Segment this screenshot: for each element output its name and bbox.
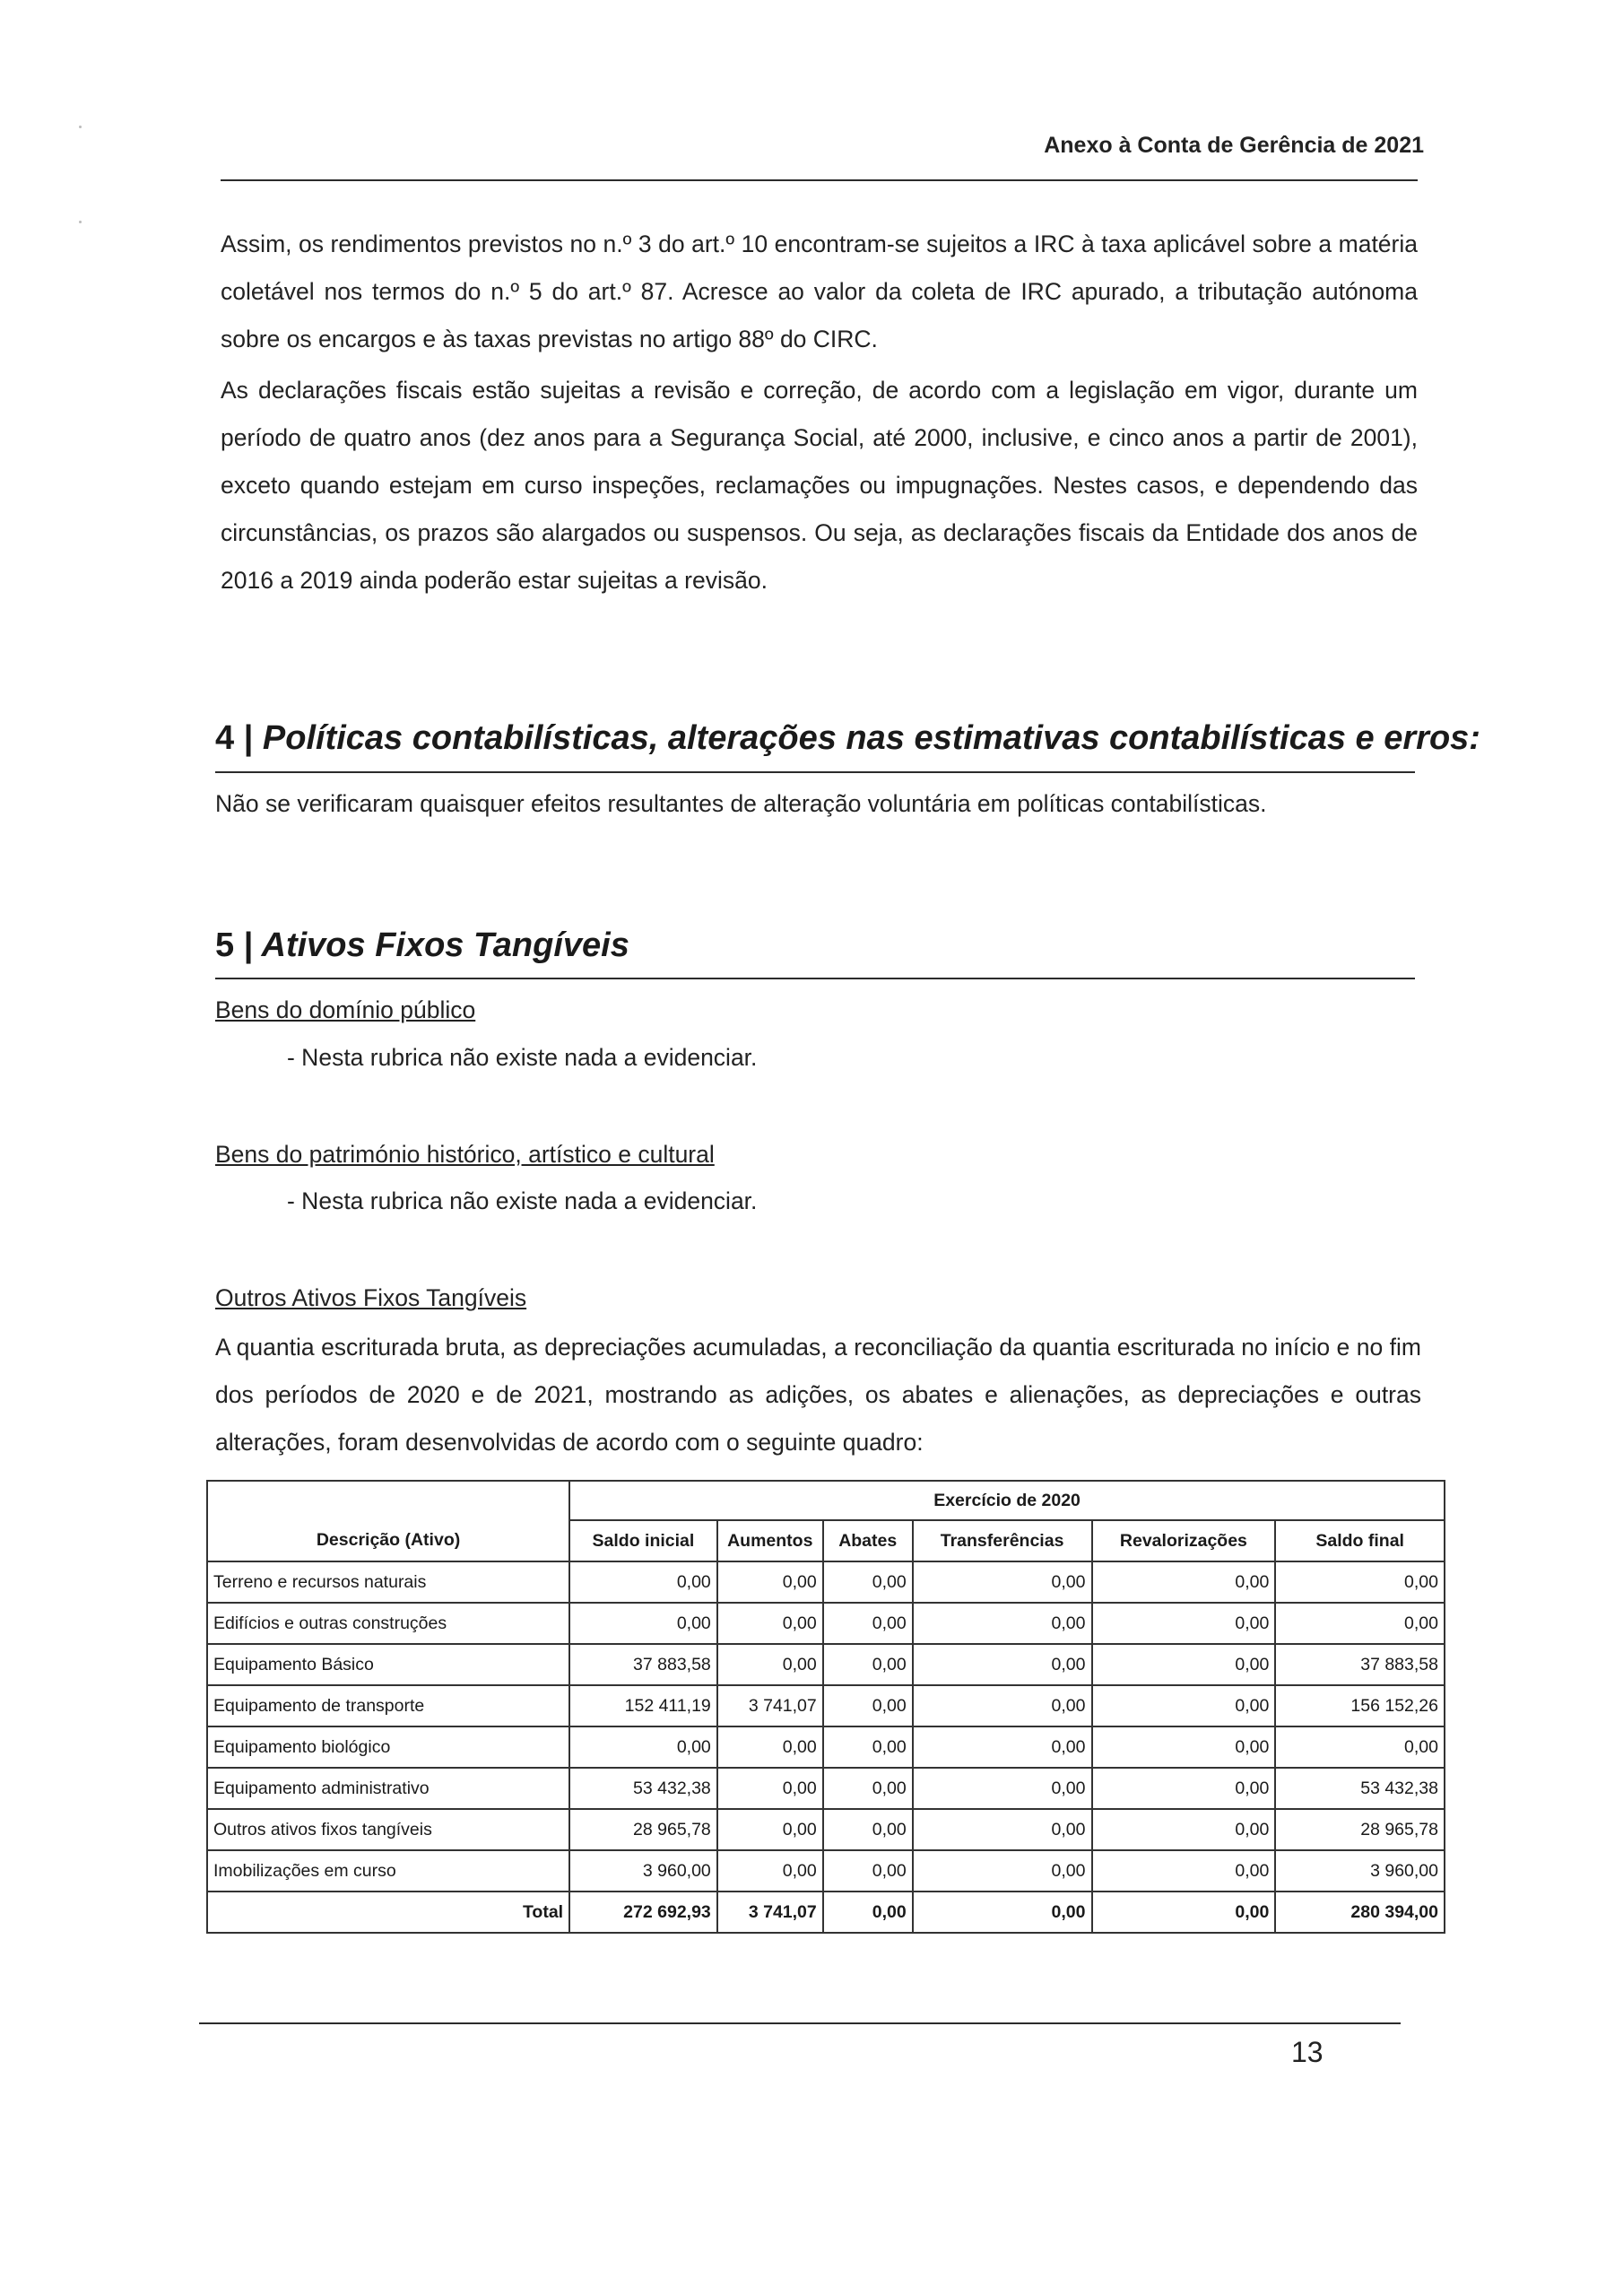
asset-value-cell: 3 960,00	[569, 1850, 717, 1892]
asset-value-cell: 0,00	[913, 1644, 1092, 1685]
asset-value-cell: 0,00	[1092, 1644, 1276, 1685]
asset-value-cell: 0,00	[823, 1768, 913, 1809]
asset-description-cell: Outros ativos fixos tangíveis	[207, 1809, 569, 1850]
table-row	[207, 1561, 1445, 1603]
section-4-number: 4	[215, 719, 235, 757]
section-4-title: Políticas contabilísticas, alterações nas estimativas contabilísticas e erros:	[262, 719, 1480, 757]
total-saldo-inicial: 272 692,93	[569, 1892, 717, 1933]
tangible-assets-table	[206, 1480, 1445, 1934]
section-5-title: Ativos Fixos Tangíveis	[261, 926, 629, 964]
asset-description-cell: Equipamento Básico	[207, 1644, 569, 1685]
table-group-header: Exercício de 2020	[569, 1481, 1445, 1520]
asset-value-cell: 0,00	[823, 1726, 913, 1768]
col-saldo-inicial: Saldo inicial	[569, 1520, 717, 1561]
asset-value-cell: 0,00	[1275, 1561, 1445, 1603]
asset-value-cell: 0,00	[1092, 1768, 1276, 1809]
asset-value-cell: 156 152,26	[1275, 1685, 1445, 1726]
asset-description-cell: Imobilizações em curso	[207, 1850, 569, 1892]
asset-value-cell: 0,00	[823, 1809, 913, 1850]
asset-value-cell: 28 965,78	[1275, 1809, 1445, 1850]
asset-value-cell: 0,00	[1092, 1850, 1276, 1892]
table-row	[207, 1644, 1445, 1685]
asset-value-cell: 0,00	[1092, 1685, 1276, 1726]
table-total-row	[207, 1892, 1445, 1933]
table-row	[207, 1726, 1445, 1768]
section-4-heading	[215, 719, 1480, 758]
table-row	[207, 1809, 1445, 1850]
asset-value-cell: 0,00	[913, 1768, 1092, 1809]
asset-description-cell: Equipamento biológico	[207, 1726, 569, 1768]
col-aumentos: Aumentos	[717, 1520, 823, 1561]
asset-value-cell: 0,00	[717, 1850, 823, 1892]
scan-speck	[79, 126, 82, 128]
heritage-note: - Nesta rubrica não existe nada a evidenciar.	[287, 1187, 758, 1214]
table-group-header-row	[207, 1481, 1445, 1520]
asset-description-cell: Equipamento administrativo	[207, 1768, 569, 1809]
asset-description-cell: Equipamento de transporte	[207, 1685, 569, 1726]
asset-description-cell: Edifícios e outras construções	[207, 1603, 569, 1644]
section-5-heading	[215, 926, 629, 965]
table-body	[207, 1561, 1445, 1892]
intro-paragraph-2: As declarações fiscais estão sujeitas a revisão e correção, de acordo com a legislação em vigor, durante um período de quatro anos (dez anos para a Segurança Social, até 2000, inclusive, e cinco anos a partir de 2001), exceto quando estejam em curso inspeções, reclamações ou impugnações. Nestes casos, e dependendo das circunstâncias, os prazos são alargados ou suspensos. Ou seja, as declarações fiscais da Entidade dos anos de 2016 a 2019 ainda poderão estar sujeitas a revisão.	[221, 377, 1418, 594]
asset-value-cell: 0,00	[1092, 1726, 1276, 1768]
public-domain-note: - Nesta rubrica não existe nada a evidenciar.	[287, 1044, 758, 1071]
asset-value-cell: 0,00	[823, 1850, 913, 1892]
asset-value-cell: 0,00	[1092, 1603, 1276, 1644]
asset-value-cell: 0,00	[717, 1603, 823, 1644]
asset-value-cell: 0,00	[1275, 1726, 1445, 1768]
col-revalorizacoes: Revalorizações	[1092, 1520, 1276, 1561]
asset-value-cell: 0,00	[823, 1685, 913, 1726]
other-assets-paragraph: A quantia escriturada bruta, as depreciações acumuladas, a reconciliação da quantia escriturada no início e no fim dos períodos de 2020 e de 2021, mostrando as adições, os abates e alienações, as depreciações e outras alterações, foram desenvolvidas de acordo com o seguinte quadro:	[215, 1334, 1421, 1456]
asset-value-cell: 0,00	[823, 1561, 913, 1603]
asset-value-cell: 0,00	[717, 1561, 823, 1603]
section-4-text: Não se verificaram quaisquer efeitos resultantes de alteração voluntária em políticas contabilísticas.	[215, 790, 1267, 817]
asset-value-cell: 0,00	[717, 1644, 823, 1685]
table-row	[207, 1603, 1445, 1644]
subheading-other-assets: Outros Ativos Fixos Tangíveis	[215, 1284, 527, 1311]
table-header-row	[207, 1520, 1445, 1561]
asset-value-cell: 28 965,78	[569, 1809, 717, 1850]
table-row	[207, 1768, 1445, 1809]
document-header-title: Anexo à Conta de Gerência de 2021	[1044, 133, 1424, 158]
asset-value-cell: 0,00	[913, 1561, 1092, 1603]
section-separator: |	[243, 926, 254, 964]
asset-value-cell: 0,00	[1092, 1561, 1276, 1603]
asset-value-cell: 0,00	[913, 1726, 1092, 1768]
page-number: 13	[1291, 2036, 1324, 2068]
asset-value-cell: 3 960,00	[1275, 1850, 1445, 1892]
col-abates: Abates	[823, 1520, 913, 1561]
section-5-rule	[215, 978, 1415, 979]
total-abates: 0,00	[823, 1892, 913, 1933]
other-assets-text	[215, 1324, 1421, 1466]
asset-value-cell: 0,00	[823, 1644, 913, 1685]
total-saldo-final: 280 394,00	[1275, 1892, 1445, 1933]
table-header-empty	[207, 1481, 569, 1520]
asset-value-cell: 53 432,38	[1275, 1768, 1445, 1809]
asset-description-cell: Terreno e recursos naturais	[207, 1561, 569, 1603]
table-row	[207, 1685, 1445, 1726]
asset-value-cell: 0,00	[913, 1603, 1092, 1644]
asset-value-cell: 0,00	[569, 1561, 717, 1603]
col-descricao: Descrição (Ativo)	[207, 1520, 569, 1561]
table-row	[207, 1850, 1445, 1892]
total-revalorizacoes: 0,00	[1092, 1892, 1276, 1933]
asset-value-cell: 0,00	[913, 1685, 1092, 1726]
asset-value-cell: 0,00	[823, 1603, 913, 1644]
section-4-rule	[215, 771, 1415, 773]
asset-value-cell: 37 883,58	[1275, 1644, 1445, 1685]
asset-value-cell: 0,00	[569, 1603, 717, 1644]
intro-paragraph-1: Assim, os rendimentos previstos no n.º 3 do art.º 10 encontram-se sujeitos a IRC à taxa aplicável sobre a matéria coletável nos termos do n.º 5 do art.º 87. Acresce ao valor da coleta de IRC apurado, a tributação autónoma sobre os encargos e às taxas previstas no artigo 88º do CIRC.	[221, 230, 1418, 352]
asset-value-cell: 3 741,07	[717, 1685, 823, 1726]
section-separator: |	[243, 719, 254, 757]
asset-value-cell: 0,00	[569, 1726, 717, 1768]
col-saldo-final: Saldo final	[1275, 1520, 1445, 1561]
asset-value-cell: 0,00	[717, 1809, 823, 1850]
footer-rule	[199, 2022, 1401, 2024]
total-transferencias: 0,00	[913, 1892, 1092, 1933]
asset-value-cell: 0,00	[717, 1768, 823, 1809]
asset-value-cell: 0,00	[717, 1726, 823, 1768]
col-transferencias: Transferências	[913, 1520, 1092, 1561]
asset-value-cell: 53 432,38	[569, 1768, 717, 1809]
total-aumentos: 3 741,07	[717, 1892, 823, 1933]
asset-value-cell: 0,00	[913, 1850, 1092, 1892]
section-5-number: 5	[215, 926, 235, 964]
asset-value-cell: 0,00	[913, 1809, 1092, 1850]
asset-value-cell: 37 883,58	[569, 1644, 717, 1685]
subheading-heritage: Bens do património histórico, artístico e cultural	[215, 1141, 715, 1168]
asset-value-cell: 152 411,19	[569, 1685, 717, 1726]
scan-speck	[79, 221, 82, 223]
subheading-public-domain: Bens do domínio público	[215, 996, 476, 1023]
intro-text	[221, 221, 1418, 604]
header-rule	[221, 179, 1418, 181]
total-label: Total	[207, 1892, 569, 1933]
asset-value-cell: 0,00	[1092, 1809, 1276, 1850]
asset-value-cell: 0,00	[1275, 1603, 1445, 1644]
